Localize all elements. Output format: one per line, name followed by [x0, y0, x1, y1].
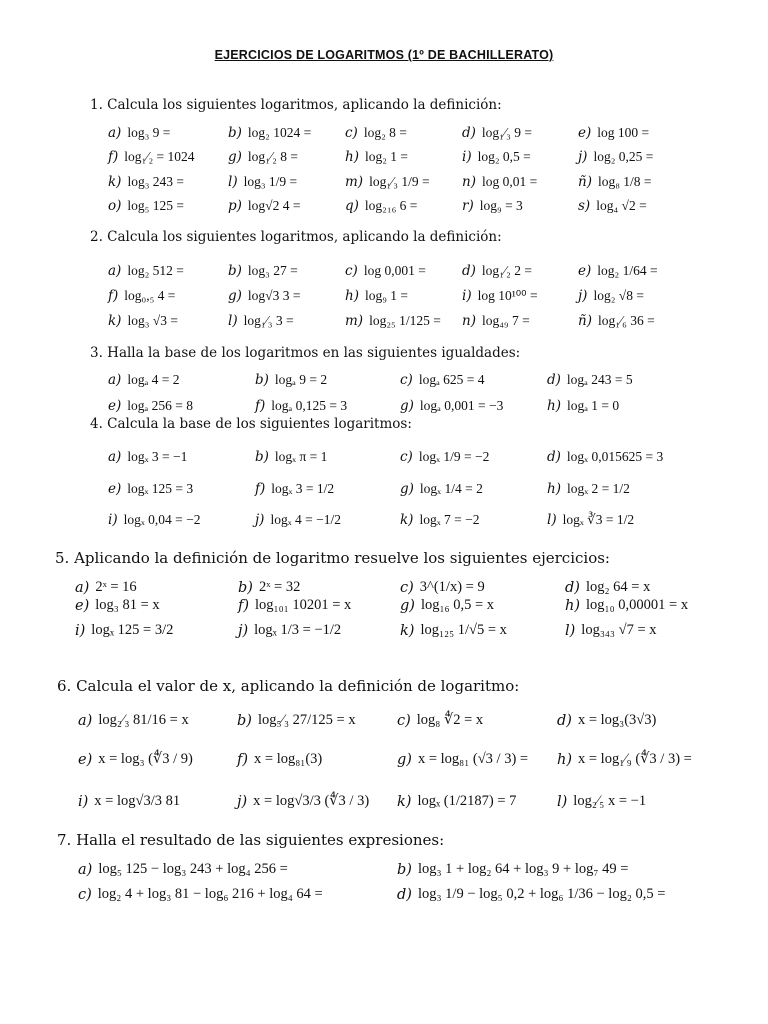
- exercise-label: f): [108, 149, 119, 165]
- exercise-item: [345, 198, 417, 214]
- exercise-item: [400, 481, 483, 497]
- exercise-item: [345, 288, 408, 304]
- exercise-label: o): [108, 198, 122, 214]
- exercise-item: [108, 149, 195, 165]
- exercise-expression: 3^(1/x) = 9: [419, 579, 485, 595]
- exercise-label: e): [578, 125, 592, 141]
- exercise-label: b): [255, 372, 269, 388]
- section-heading: 2. Calcula los siguientes logaritmos, aplicando la definición:: [90, 229, 502, 245]
- page-title: EJERCICIOS DE LOGARITMOS (1º DE BACHILLERATO): [214, 48, 554, 62]
- exercise-label: g): [397, 751, 412, 768]
- exercise-item: [565, 579, 650, 596]
- exercise-item: [78, 886, 323, 903]
- exercise-expression: log₃ 1 + log₂ 64 + log₃ 9 + log₇ 49 =: [417, 861, 629, 877]
- exercise-label: e): [75, 597, 90, 614]
- exercise-label: b): [228, 263, 242, 279]
- exercise-expression: log₃ 9 =: [127, 125, 171, 140]
- exercise-item: [547, 512, 634, 528]
- exercise-item: [108, 125, 170, 141]
- exercise-label: d): [565, 579, 580, 596]
- exercise-item: [108, 449, 187, 465]
- exercise-item: [255, 398, 347, 414]
- exercise-item: [237, 712, 356, 729]
- exercise-expression: log₂ 1/64 =: [597, 263, 658, 278]
- exercise-expression: log₁₂₅ 1/√5 = x: [420, 622, 507, 638]
- exercise-label: s): [578, 198, 591, 214]
- exercise-expression: log₁⁄₂ = 1024: [124, 149, 195, 164]
- exercise-item: [557, 751, 692, 768]
- exercise-item: [237, 751, 322, 768]
- exercise-label: h): [547, 398, 561, 414]
- exercise-expression: log₂₅ 1/125 =: [369, 313, 441, 328]
- exercise-label: l): [547, 512, 557, 528]
- exercise-label: b): [237, 712, 252, 729]
- exercise-expression: log₅ 125 − log₃ 243 + log₄ 256 =: [98, 861, 288, 877]
- exercise-item: [578, 149, 653, 165]
- exercise-label: k): [108, 174, 122, 190]
- exercise-item: [400, 512, 479, 528]
- exercise-item: [397, 751, 528, 768]
- exercise-expression: log₂ 0,25 =: [593, 149, 654, 164]
- exercise-item: [397, 793, 516, 810]
- exercise-expression: log₁⁄₃ 3 =: [243, 313, 294, 328]
- exercise-label: b): [397, 861, 412, 878]
- exercise-label: r): [462, 198, 474, 214]
- exercise-item: [228, 149, 298, 165]
- exercise-item: [397, 886, 665, 903]
- section-heading: 4. Calcula la base de los siguientes logaritmos:: [90, 416, 412, 432]
- exercise-item: [578, 288, 644, 304]
- exercise-item: [108, 198, 184, 214]
- exercise-expression: log₂ 64 = x: [585, 579, 651, 595]
- exercise-expression: log₂ 4 + log₃ 81 − log₆ 216 + log₄ 64 =: [97, 886, 323, 902]
- exercise-label: b): [228, 125, 242, 141]
- exercise-expression: logₓ π = 1: [274, 449, 328, 464]
- exercise-item: [397, 861, 628, 878]
- exercise-item: [400, 398, 503, 414]
- exercise-label: a): [108, 372, 122, 388]
- exercise-label: a): [108, 263, 122, 279]
- exercise-expression: logₓ 1/9 = −2: [418, 449, 490, 464]
- exercise-expression: logₓ (1/2187) = 7: [417, 793, 517, 809]
- exercise-label: i): [108, 512, 118, 528]
- section-heading: 5. Aplicando la definición de logaritmo resuelve los siguientes ejercicios:: [55, 549, 610, 567]
- exercise-expression: log 10¹⁰⁰ =: [477, 288, 538, 303]
- section-heading: 6. Calcula el valor de x, aplicando la definición de logaritmo:: [57, 677, 520, 695]
- exercise-item: [75, 579, 137, 596]
- exercise-item: [237, 793, 369, 810]
- exercise-expression: log₀,₅ 4 =: [124, 288, 176, 303]
- exercise-label: d): [462, 263, 476, 279]
- exercise-label: k): [400, 622, 415, 639]
- exercise-expression: 2ˣ = 16: [95, 579, 137, 595]
- exercise-item: [108, 263, 184, 279]
- exercise-item: [462, 174, 537, 190]
- exercise-item: [557, 712, 656, 729]
- exercise-label: h): [345, 288, 359, 304]
- exercise-expression: log₁⁄₃ 9 =: [481, 125, 532, 140]
- exercise-label: a): [108, 125, 122, 141]
- exercise-expression: logₓ 2 = 1/2: [566, 481, 630, 496]
- exercise-label: g): [400, 481, 414, 497]
- exercise-item: [345, 174, 430, 190]
- exercise-item: [400, 372, 485, 388]
- exercise-label: e): [108, 398, 122, 414]
- exercise-item: [462, 149, 531, 165]
- exercise-expression: logₓ 125 = 3: [127, 481, 194, 496]
- exercise-item: [78, 861, 288, 878]
- exercise-expression: log₈ 1/8 =: [597, 174, 652, 189]
- section-heading: 7. Halla el resultado de las siguientes expresiones:: [57, 831, 445, 849]
- exercise-expression: log 100 =: [597, 125, 650, 140]
- exercise-label: c): [400, 372, 413, 388]
- exercise-label: c): [397, 712, 411, 729]
- exercise-item: [547, 372, 633, 388]
- exercise-expression: x = log₁⁄₉ (∜3 / 3) =: [578, 751, 692, 767]
- exercise-item: [255, 481, 334, 497]
- exercise-item: [578, 198, 647, 214]
- exercise-expression: logₐ 243 = 5: [566, 372, 633, 387]
- exercise-expression: log₅ 125 =: [127, 198, 184, 213]
- exercise-label: f): [238, 597, 250, 614]
- exercise-expression: log₂ 8 =: [363, 125, 407, 140]
- exercise-item: [228, 198, 300, 214]
- exercise-item: [228, 263, 298, 279]
- exercise-item: [108, 372, 180, 388]
- exercise-expression: log₉ 1 =: [364, 288, 409, 303]
- exercise-label: c): [345, 263, 358, 279]
- exercise-expression: log₂ 0,5 =: [477, 149, 531, 164]
- exercise-label: a): [108, 449, 122, 465]
- exercise-expression: log₁⁄₂ 8 =: [247, 149, 298, 164]
- exercise-expression: x = log√3/3 (∜3 / 3): [253, 793, 370, 809]
- exercise-label: g): [228, 288, 242, 304]
- exercise-item: [462, 125, 532, 141]
- exercise-expression: logₓ 1/3 = −1/2: [254, 622, 342, 638]
- exercise-label: k): [108, 313, 122, 329]
- exercise-item: [345, 263, 426, 279]
- exercise-label: p): [228, 198, 242, 214]
- exercise-expression: log₂ 1 =: [364, 149, 409, 164]
- exercise-item: [238, 579, 300, 596]
- exercise-expression: logₓ 0,04 = −2: [123, 512, 201, 527]
- exercise-label: g): [400, 398, 414, 414]
- exercise-label: f): [255, 398, 266, 414]
- exercise-item: [78, 793, 180, 810]
- exercise-label: n): [462, 313, 476, 329]
- exercise-label: i): [75, 622, 86, 639]
- exercise-item: [238, 622, 341, 639]
- exercise-label: e): [578, 263, 592, 279]
- exercise-item: [547, 481, 630, 497]
- exercise-label: m): [345, 313, 364, 329]
- exercise-label: c): [400, 449, 413, 465]
- exercise-label: ñ): [578, 174, 592, 190]
- exercise-expression: logₐ 4 = 2: [127, 372, 180, 387]
- exercise-label: i): [462, 149, 472, 165]
- exercise-expression: logₓ 0,015625 = 3: [566, 449, 664, 464]
- exercise-label: i): [462, 288, 472, 304]
- exercise-item: [345, 149, 408, 165]
- exercise-label: f): [237, 751, 249, 768]
- exercise-expression: logₓ 3 = −1: [127, 449, 188, 464]
- exercise-item: [565, 622, 657, 639]
- exercise-expression: log₃ √3 =: [127, 313, 178, 328]
- exercise-item: [238, 597, 351, 614]
- exercise-expression: log₃ 243 =: [127, 174, 185, 189]
- exercise-label: l): [228, 174, 238, 190]
- exercise-label: d): [462, 125, 476, 141]
- exercise-label: m): [345, 174, 364, 190]
- exercise-expression: logₓ 3 = 1/2: [271, 481, 335, 496]
- exercise-expression: x = log₃(3√3): [577, 712, 657, 728]
- exercise-item: [557, 793, 646, 810]
- exercise-item: [578, 125, 649, 141]
- exercise-item: [400, 579, 485, 596]
- exercise-expression: log₁₆ 0,5 = x: [420, 597, 495, 613]
- exercise-expression: logₐ 9 = 2: [274, 372, 328, 387]
- exercise-expression: log₂₁₆ 6 =: [364, 198, 418, 213]
- exercise-item: [547, 449, 663, 465]
- exercise-label: e): [108, 481, 122, 497]
- exercise-label: h): [345, 149, 359, 165]
- exercise-expression: log₃ 27 =: [247, 263, 298, 278]
- exercise-expression: x = log₈₁(3): [254, 751, 323, 767]
- exercise-expression: logₓ ∛3 = 1/2: [562, 512, 635, 527]
- exercise-expression: logₐ 0,125 = 3: [271, 398, 348, 413]
- exercise-expression: log₈ ∜2 = x: [416, 712, 484, 728]
- exercise-expression: log₂ 512 =: [127, 263, 184, 278]
- exercise-item: [75, 622, 173, 639]
- exercise-label: c): [78, 886, 92, 903]
- exercise-item: [400, 597, 494, 614]
- exercise-expression: log 0,001 =: [363, 263, 426, 278]
- exercise-label: i): [78, 793, 89, 810]
- exercise-label: n): [462, 174, 476, 190]
- exercise-item: [78, 751, 193, 768]
- exercise-item: [255, 372, 327, 388]
- exercise-label: ñ): [578, 313, 592, 329]
- exercise-expression: log₂⁄₅ x = −1: [573, 793, 647, 809]
- exercise-expression: log₄₉ 7 =: [481, 313, 530, 328]
- exercise-label: k): [397, 793, 412, 810]
- exercise-item: [228, 313, 294, 329]
- exercise-item: [108, 512, 201, 528]
- exercise-expression: log₅⁄₃ 27/125 = x: [257, 712, 356, 728]
- exercise-item: [397, 712, 483, 729]
- exercise-expression: log₁₀₁ 10201 = x: [255, 597, 352, 613]
- exercise-expression: log₁⁄₂ 2 =: [481, 263, 532, 278]
- exercise-item: [578, 263, 658, 279]
- exercise-label: l): [565, 622, 576, 639]
- exercise-label: g): [228, 149, 242, 165]
- exercise-label: a): [78, 861, 93, 878]
- exercise-expression: log₃ 81 = x: [95, 597, 160, 613]
- exercise-expression: x = log₃ (∜3 / 9): [98, 751, 193, 767]
- exercise-expression: logₐ 256 = 8: [127, 398, 193, 413]
- exercise-item: [547, 398, 619, 414]
- exercise-label: e): [78, 751, 93, 768]
- exercise-expression: log₄ √2 =: [596, 198, 647, 213]
- exercise-expression: log₃ 1/9 =: [243, 174, 298, 189]
- exercise-item: [108, 288, 175, 304]
- exercise-item: [462, 263, 532, 279]
- exercise-expression: logₐ 1 = 0: [566, 398, 620, 413]
- exercise-label: b): [238, 579, 253, 596]
- exercise-label: d): [557, 712, 572, 729]
- exercise-label: l): [557, 793, 568, 810]
- exercise-label: j): [578, 288, 588, 304]
- exercise-item: [108, 313, 178, 329]
- exercise-expression: logₓ 125 = 3/2: [91, 622, 174, 638]
- exercise-expression: log₂⁄₃ 81/16 = x: [98, 712, 189, 728]
- exercise-label: b): [255, 449, 269, 465]
- exercise-label: l): [228, 313, 238, 329]
- exercise-item: [578, 313, 655, 329]
- exercise-expression: log₂ √8 =: [593, 288, 644, 303]
- exercise-item: [578, 174, 652, 190]
- exercise-label: j): [255, 512, 265, 528]
- exercise-item: [108, 398, 193, 414]
- exercise-label: f): [108, 288, 119, 304]
- exercise-label: f): [255, 481, 266, 497]
- exercise-label: h): [557, 751, 572, 768]
- exercise-expression: log₃ 1/9 − log₅ 0,2 + log₆ 1/36 − log₂ 0,5 =: [417, 886, 666, 902]
- exercise-label: a): [78, 712, 93, 729]
- exercise-expression: log₁⁄₃ 1/9 =: [369, 174, 430, 189]
- exercise-label: d): [547, 372, 561, 388]
- exercise-item: [228, 174, 297, 190]
- exercise-label: a): [75, 579, 90, 596]
- exercise-item: [462, 313, 530, 329]
- exercise-expression: logₓ 7 = −2: [419, 512, 480, 527]
- section-heading: 1. Calcula los siguientes logaritmos, aplicando la definición:: [90, 97, 502, 113]
- exercise-item: [400, 449, 489, 465]
- exercise-expression: log√3 3 =: [247, 288, 301, 303]
- exercise-item: [108, 174, 184, 190]
- exercise-item: [345, 313, 441, 329]
- exercise-expression: log√2 4 =: [247, 198, 301, 213]
- exercise-item: [255, 512, 341, 528]
- exercise-expression: 2ˣ = 32: [258, 579, 301, 595]
- exercise-item: [345, 125, 407, 141]
- section-heading: 3. Halla la base de los logaritmos en las siguientes igualdades:: [90, 345, 521, 361]
- exercise-item: [75, 597, 160, 614]
- exercise-expression: logₓ 1/4 = 2: [419, 481, 483, 496]
- exercise-item: [565, 597, 688, 614]
- exercise-label: j): [237, 793, 248, 810]
- exercise-expression: log₁₀ 0,00001 = x: [586, 597, 689, 613]
- exercise-label: j): [578, 149, 588, 165]
- exercise-label: q): [345, 198, 359, 214]
- exercise-item: [78, 712, 189, 729]
- exercise-item: [228, 288, 300, 304]
- exercise-expression: log₉ = 3: [479, 198, 523, 213]
- exercise-label: g): [400, 597, 415, 614]
- exercise-label: h): [565, 597, 580, 614]
- exercise-expression: log₂ 1024 =: [247, 125, 312, 140]
- exercise-expression: x = log√3/3 81: [94, 793, 181, 809]
- exercise-label: k): [400, 512, 414, 528]
- exercise-label: d): [397, 886, 412, 903]
- exercise-label: j): [238, 622, 249, 639]
- exercise-item: [108, 481, 193, 497]
- exercise-expression: x = log₈₁ (√3 / 3) =: [417, 751, 529, 767]
- exercise-expression: logₐ 625 = 4: [418, 372, 485, 387]
- exercise-label: c): [400, 579, 414, 596]
- exercise-label: c): [345, 125, 358, 141]
- exercise-label: d): [547, 449, 561, 465]
- exercise-item: [255, 449, 327, 465]
- exercise-expression: logₓ 4 = −1/2: [270, 512, 341, 527]
- exercise-item: [400, 622, 507, 639]
- exercise-expression: log₁⁄₆ 36 =: [597, 313, 655, 328]
- exercise-item: [228, 125, 311, 141]
- exercise-expression: log 0,01 =: [481, 174, 538, 189]
- exercise-label: h): [547, 481, 561, 497]
- exercise-expression: log₃₄₃ √7 = x: [581, 622, 657, 638]
- exercise-expression: logₐ 0,001 = −3: [419, 398, 504, 413]
- exercise-item: [462, 198, 523, 214]
- exercise-item: [462, 288, 538, 304]
